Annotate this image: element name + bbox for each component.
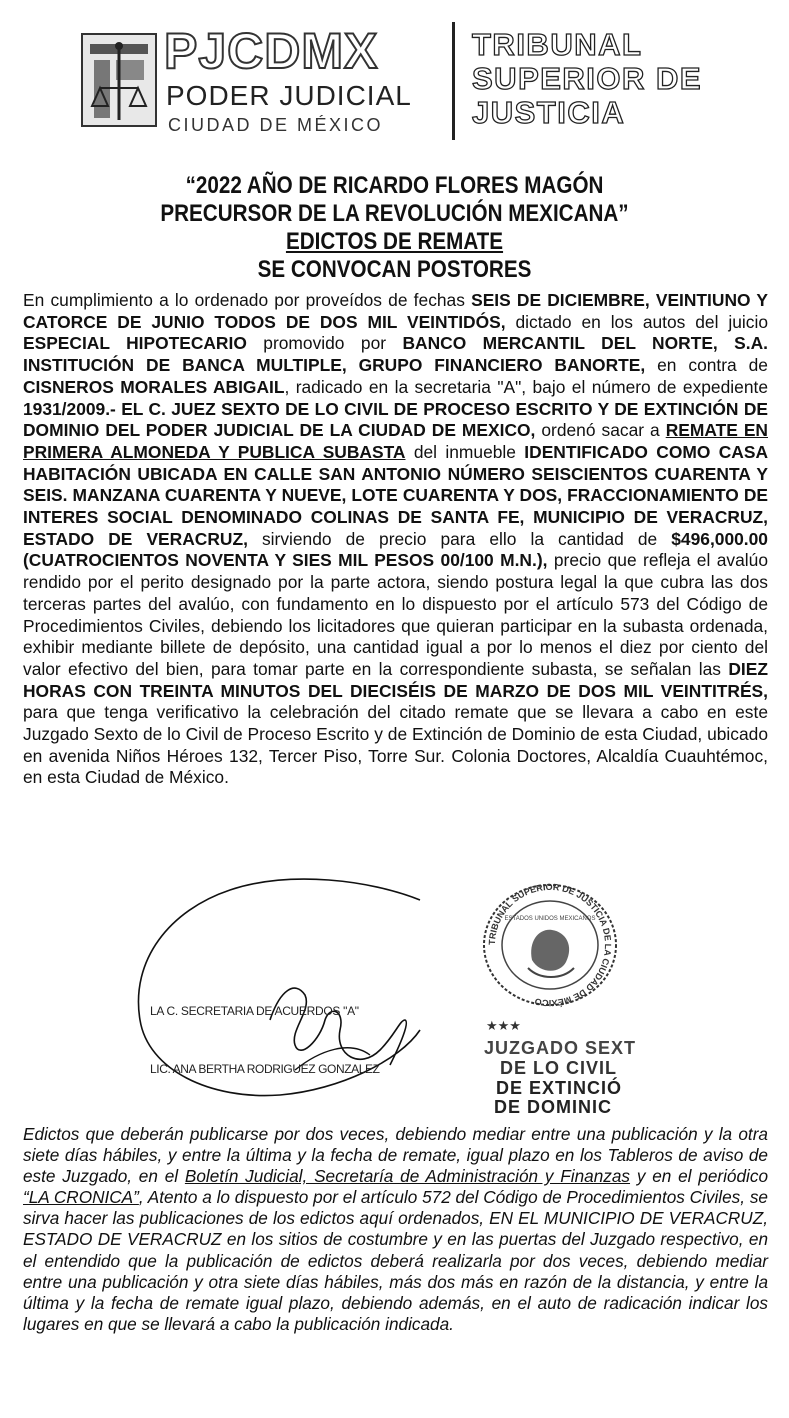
body-text: precio que refleja el avalúo rendido por el perito designado por la parte actora, siendo postura legal la que cubra las dos terceras partes del avalúo, con fundamento en lo dispuesto por el artículo 573 del Código de Procedimientos Civiles, debiendo los licitadores que quieran participar en la subasta ordenada, exhibir mediante billete de depósito, una cantidad igual a por lo menos el diez por ciento del valor efectivo del bien, para tomar parte en la correspondiente subasta, se señalan las (23, 550, 768, 679)
body-text: dictado en los autos del juicio (505, 311, 769, 332)
hearing-dates: SEIS DE DICIEMBRE, VEINTIUNO Y CATORCE DE JUNIO TODOS DE DOS MIL VEINTIDÓS, (23, 290, 768, 332)
signatory-role: LA C. SECRETARIA DE ACUERDOS "A" (150, 1004, 359, 1018)
case-number-and-court: 1931/2009.- EL C. JUEZ SEXTO DE LO CIVIL DE PROCESO ESCRITO Y DE EXTINCIÓN DE DOMINIO DEL PODER JUDICIAL DE LA CIUDAD DE MEXICO, (23, 398, 768, 441)
trial-type: ESPECIAL HIPOTECARIO (23, 333, 247, 354)
body-text: En cumplimiento a lo ordenado por proveídos de fechas (23, 290, 472, 310)
letterhead (80, 22, 720, 142)
edict-body (23, 290, 768, 789)
document-title-block (20, 172, 769, 284)
stamp-line: DE DOMINIC (494, 1097, 612, 1116)
defendant: CISNEROS MORALES ABIGAIL (23, 376, 285, 397)
auction-date: DIEZ HORAS CON TREINTA MINUTOS DEL DIECISÉIS DE MARZO DE DOS MIL VEINTITRÉS, (23, 658, 768, 701)
body-text: , radicado en la secretaria "A", bajo el número de expediente (284, 376, 768, 397)
edict-title: EDICTOS DE REMATE (285, 228, 504, 255)
call-for-bidders-title: SE CONVOCAN POSTORES (257, 256, 532, 283)
tribunal-line: TRIBUNAL (472, 27, 643, 62)
body-text: en contra de (645, 355, 768, 376)
body-text: ordenó sacar a (535, 420, 666, 441)
year-motto-line: “2022 AÑO DE RICARDO FLORES MAGÓN (185, 172, 604, 199)
court-seal-icon (470, 880, 630, 1010)
body-text: sirviendo de precio para ello la cantidad de (247, 528, 672, 549)
tribunal-line: JUSTICIA (472, 95, 626, 130)
stamp-line: JUZGADO SEXT (484, 1038, 637, 1058)
tribunal-name (472, 28, 702, 130)
signatory-name: LIC. ANA BERTHA RODRIGUEZ GONZALEZ (150, 1062, 380, 1076)
seal-ring-text: TRIBUNAL SUPERIOR DE JUSTICIA DE LA CIUDAD DE MÉXICO (486, 881, 614, 1009)
property-description: IDENTIFICADO COMO CASA HABITACIÓN UBICADA EN CALLE SAN ANTONIO NÚMERO SEISCIENTOS CUARENTA Y SEIS. MANZANA CUARENTA Y NUEVE, LOTE CUARENTA Y DOS, FRACCIONAMIENTO DE INTERES SOCIAL DENOMINADO COLINAS DE SANTA FE, MUNICIPIO DE VERACRUZ, ESTADO DE VERACRUZ, (23, 441, 769, 549)
footer-text: Edictos que deberán publicarse por dos veces, debiendo mediar entre una publicación y la otra siete días hábiles, y entre la última y la fecha de remate, igual plazo en los Tableros de aviso de este Juzgado, en el (23, 1124, 768, 1187)
org-name: PODER JUDICIAL (166, 80, 412, 111)
auction-price: $496,000.00 (CUATROCIENTOS NOVENTA Y SIES MIL PESOS 00/100 M.N.), (23, 528, 768, 571)
logo-wordmark: PJCDMX (164, 23, 379, 79)
auction-type: REMATE EN PRIMERA ALMONEDA Y PUBLICA SUBASTA (23, 420, 768, 462)
court-stamp (478, 1016, 648, 1116)
year-motto-line: PRECURSOR DE LA REVOLUCIÓN MEXICANA” (160, 200, 629, 227)
publication-instructions (23, 1124, 768, 1335)
body-text: del inmueble (405, 441, 525, 462)
seal-inner-text: ESTADOS UNIDOS MEXICANOS (504, 916, 596, 922)
tribunal-line: SUPERIOR DE (472, 61, 703, 96)
justice-emblem-icon (80, 30, 158, 130)
stamp-stars: ★★★ (486, 1019, 521, 1034)
body-text: para que tenga verificativo la celebración del citado remate que se llevara a cabo en este Juzgado Sexto de lo Civil de Proceso Escrito y de Extinción de Dominio de esta Ciudad, ubicado en avenida Niños Héroes 132, Tercer Piso, Torre Sur. Colonia Doctores, Alcaldía Cuauhtémoc, en esta Ciudad de México. (23, 702, 768, 788)
header-divider (452, 22, 455, 140)
footer-text: , Atento a lo dispuesto por el artículo 572 del Código de Procedimientos Civiles, se sirva hacer las publicaciones de los edictos aquí ordenados, EN EL MUNICIPIO DE VERACRUZ, ESTADO DE VERACRUZ en los sitios de costumbre y en las puertas del Juzgado respectivo, en el entendido que la publicación de edictos deberá realizarla por dos veces, debiendo mediar entre una publicación y otra siete días hábiles, más dos más en razón de la distancia, y entre la última y la fecha de remate igual plazo, debiendo además, en el auto de radicación indicar los lugares en que se llevará a cabo la publicación indicada. (23, 1187, 768, 1334)
footer-text: y en el periódico (630, 1166, 769, 1187)
stamp-line: DE EXTINCIÓ (496, 1078, 623, 1098)
plaintiff: BANCO MERCANTIL DEL NORTE, S.A. INSTITUCIÓN DE BANCA MULTIPLE, GRUPO FINANCIERO BANORTE, (23, 333, 768, 376)
body-text: promovido por (246, 333, 403, 354)
publication-outlet: Boletín Judicial, Secretaría de Administración y Finanzas (184, 1166, 631, 1187)
court-stamp-icon (478, 1016, 648, 1116)
newspaper-name: “LA CRONICA” (23, 1187, 139, 1208)
stamp-line: DE LO CIVIL (500, 1058, 618, 1078)
org-city: CIUDAD DE MÉXICO (168, 115, 384, 135)
